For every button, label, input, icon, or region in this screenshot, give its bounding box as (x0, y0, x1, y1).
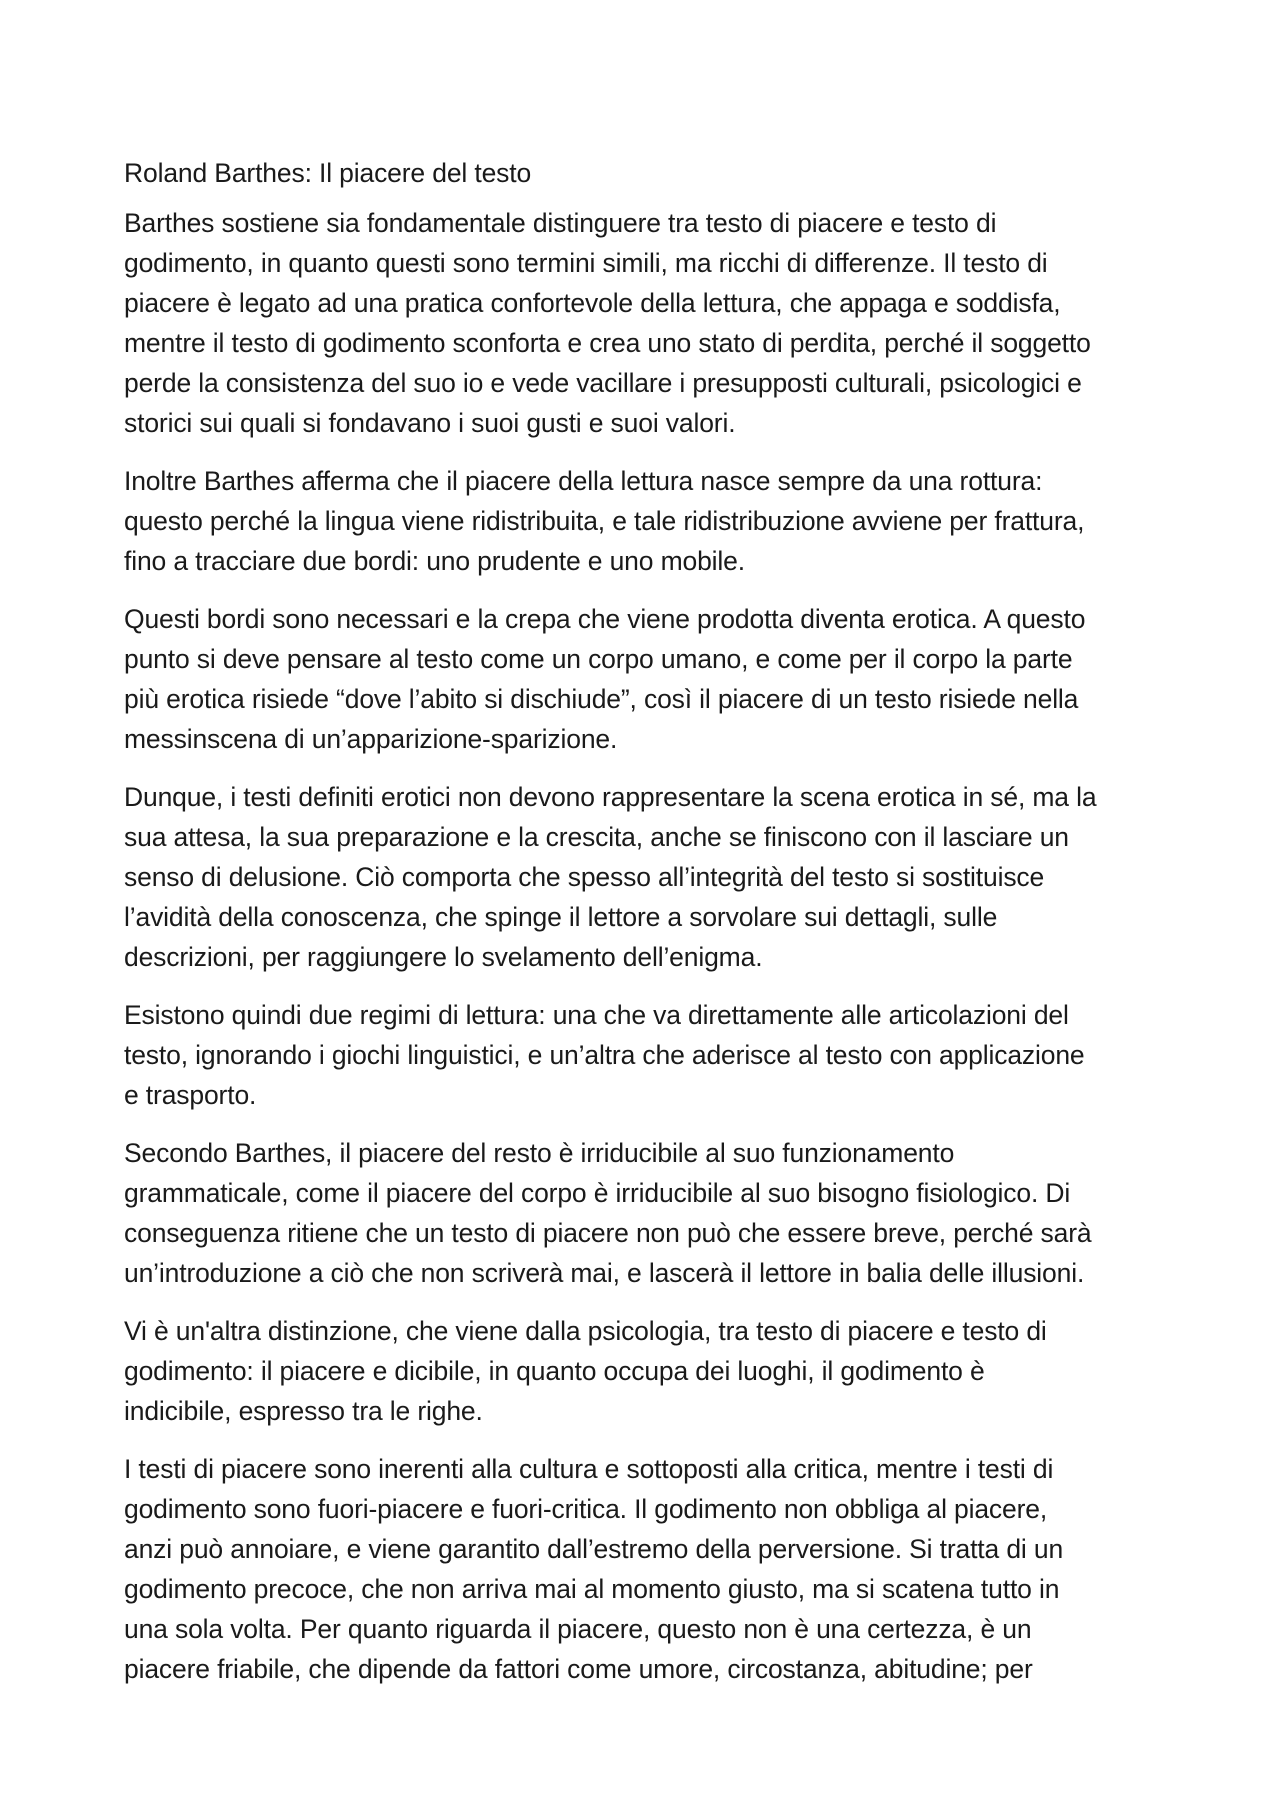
paragraph-line: Questi bordi sono necessari e la crepa che viene prodotta diventa erotica. A questo (124, 604, 1086, 634)
paragraph-line: storici sui quali si fondavano i suoi gusti e suoi valori. (124, 408, 736, 438)
paragraph-list (124, 203, 1174, 1689)
paragraph-line: I testi di piacere sono inerenti alla cultura e sottoposti alla critica, mentre i testi di (124, 1454, 1054, 1484)
paragraph-line: godimento precoce, che non arriva mai al momento giusto, ma si scatena tutto in (124, 1574, 1060, 1604)
paragraph-line: godimento: il piacere e dicibile, in quanto occupa dei luoghi, il godimento è (124, 1356, 985, 1386)
paragraph-line: perde la consistenza del suo io e vede vacillare i presupposti culturali, psicologici e (124, 368, 1082, 398)
paragraph-line: godimento, in quanto questi sono termini simili, ma ricchi di differenze. Il testo di (124, 248, 1048, 278)
paragraph-line: indicibile, espresso tra le righe. (124, 1396, 483, 1426)
paragraph-line: testo, ignorando i giochi linguistici, e un’altra che aderisce al testo con applicazione (124, 1040, 1085, 1070)
paragraph-line: Esistono quindi due regimi di lettura: una che va direttamente alle articolazioni del (124, 1000, 1069, 1030)
paragraph-line: Vi è un'altra distinzione, che viene dalla psicologia, tra testo di piacere e testo di (124, 1316, 1047, 1346)
paragraph (124, 995, 1174, 1115)
paragraph (124, 599, 1174, 759)
paragraph-line: mentre il testo di godimento sconforta e crea uno stato di perdita, perché il soggetto (124, 328, 1091, 358)
paragraph-line: godimento sono fuori-piacere e fuori-critica. Il godimento non obbliga al piacere, (124, 1494, 1048, 1524)
paragraph-line: piacere friabile, che dipende da fattori come umore, circostanza, abitudine; per (124, 1654, 1033, 1684)
paragraph-line: più erotica risiede “dove l’abito si dischiude”, così il piacere di un testo risiede nella (124, 684, 1079, 714)
paragraph-line: questo perché la lingua viene ridistribuita, e tale ridistribuzione avviene per frattura, (124, 506, 1085, 536)
paragraph-line: Barthes sostiene sia fondamentale distinguere tra testo di piacere e testo di (124, 208, 997, 238)
paragraph-line: Inoltre Barthes afferma che il piacere della lettura nasce sempre da una rottura: (124, 466, 1043, 496)
paragraph-line: punto si deve pensare al testo come un corpo umano, e come per il corpo la parte (124, 644, 1073, 674)
paragraph-line: descrizioni, per raggiungere lo svelamento dell’enigma. (124, 942, 763, 972)
paragraph (124, 777, 1174, 977)
paragraph-line: senso di delusione. Ciò comporta che spesso all’integrità del testo si sostituisce (124, 862, 1045, 892)
paragraph-line: sua attesa, la sua preparazione e la crescita, anche se finiscono con il lasciare un (124, 822, 1069, 852)
paragraph-line: anzi può annoiare, e viene garantito dall’estremo della perversione. Si tratta di un (124, 1534, 1064, 1564)
paragraph (124, 461, 1174, 581)
paragraph-line: l’avidità della conoscenza, che spinge il lettore a sorvolare sui dettagli, sulle (124, 902, 998, 932)
document-body (124, 153, 1174, 1707)
document-title: Roland Barthes: Il piacere del testo (124, 158, 532, 188)
paragraph-line: grammaticale, come il piacere del corpo è irriducibile al suo bisogno fisiologico. Di (124, 1178, 1071, 1208)
paragraph-line: un’introduzione a ciò che non scriverà mai, e lascerà il lettore in balia delle illusioni. (124, 1258, 1085, 1288)
paragraph (124, 1133, 1174, 1293)
paragraph (124, 203, 1174, 443)
paragraph-line: Dunque, i testi definiti erotici non devono rappresentare la scena erotica in sé, ma la (124, 782, 1097, 812)
paragraph-line: fino a tracciare due bordi: uno prudente e uno mobile. (124, 546, 745, 576)
paragraph-line: una sola volta. Per quanto riguarda il piacere, questo non è una certezza, è un (124, 1614, 1032, 1644)
paragraph (124, 1449, 1174, 1689)
paragraph-line: conseguenza ritiene che un testo di piacere non può che essere breve, perché sarà (124, 1218, 1092, 1248)
paragraph-line: Secondo Barthes, il piacere del resto è irriducibile al suo funzionamento (124, 1138, 955, 1168)
paragraph-line: e trasporto. (124, 1080, 257, 1110)
paragraph-line: piacere è legato ad una pratica confortevole della lettura, che appaga e soddisfa, (124, 288, 1061, 318)
paragraph (124, 1311, 1174, 1431)
paragraph-line: messinscena di un’apparizione-sparizione. (124, 724, 618, 754)
